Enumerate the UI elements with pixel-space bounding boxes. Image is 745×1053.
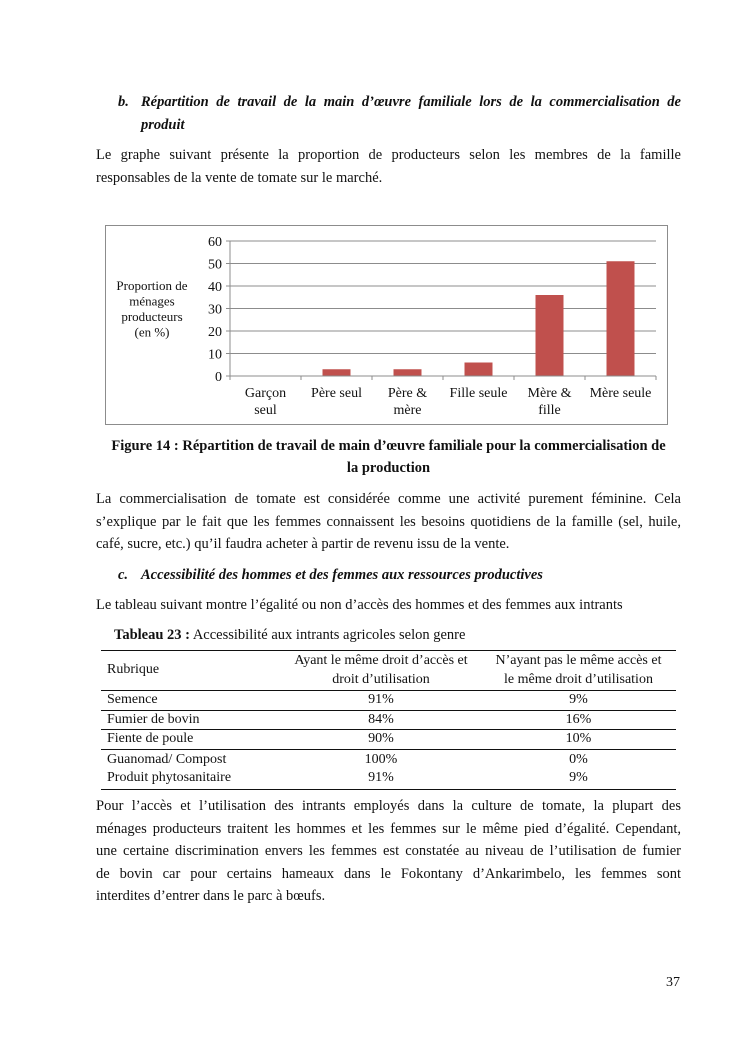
header-same-access-line-2: droit d’utilisation xyxy=(332,671,430,687)
y-tick-label: 10 xyxy=(208,347,222,363)
y-tick-label: 30 xyxy=(208,302,222,318)
y-tick-label: 60 xyxy=(208,235,222,250)
cell-same: 90% xyxy=(368,731,394,746)
cell-not-same: 9% xyxy=(569,770,588,785)
table-caption xyxy=(114,625,465,645)
cell-not-same: 9% xyxy=(569,692,588,707)
paragraph2-line-3: café, sucre, etc.) qu’il faudra acheter à partir de revenu issu de la vente. xyxy=(96,536,510,552)
x-tick-labels xyxy=(245,386,652,418)
x-tick-label: Mère & xyxy=(527,386,572,401)
section-b-marker: b. xyxy=(118,94,129,110)
cell-same: 100% xyxy=(364,751,398,767)
figure-caption xyxy=(96,435,681,479)
section-c-marker: c. xyxy=(118,567,129,583)
intro-line-2: responsables de la vente de tomate sur le marché. xyxy=(96,169,383,186)
table-caption-label: Tableau 23 : xyxy=(114,627,191,643)
table-row xyxy=(101,769,676,789)
y-axis-label xyxy=(116,278,187,340)
page-number: 37 xyxy=(666,975,680,990)
x-tick-label: Père & xyxy=(387,386,428,401)
paragraph2-line-2: s’explique par le fait que les femmes connaissent les besoins quotidiens de la famille (sel, huile, xyxy=(96,513,681,530)
header-same-access xyxy=(281,651,481,691)
table-row xyxy=(101,730,676,750)
table-caption-text: Accessibilité aux intrants agricoles selon genre xyxy=(190,627,466,643)
y-axis-label-line: producteurs xyxy=(121,309,183,324)
cell-not-same: 10% xyxy=(565,731,592,746)
section-c-title: Accessibilité des hommes et des femmes aux ressources productives xyxy=(141,567,543,583)
bar xyxy=(536,295,564,376)
bar xyxy=(465,363,493,377)
header-rubrique: Rubrique xyxy=(107,662,160,678)
paragraph-discrimination xyxy=(96,795,681,908)
intro-paragraph xyxy=(96,144,681,189)
header-not-same-line-1: N’ayant pas le même accès et xyxy=(495,653,662,668)
section-b-title-line1: Répartition de travail de la main d’œuvre familiale lors de la commercialisation de xyxy=(141,94,681,110)
header-same-access-line-1: Ayant le même droit d’accès et xyxy=(294,653,468,668)
y-axis-label-line: Proportion de xyxy=(116,278,188,293)
y-tick-label: 0 xyxy=(215,370,222,385)
cell-not-same: 0% xyxy=(569,751,588,767)
y-tick-label: 50 xyxy=(208,257,222,273)
x-tick-label: Fille seule xyxy=(449,386,508,401)
y-axis-label-line: (en %) xyxy=(134,324,170,340)
header-not-same-line-2: le même droit d’utilisation xyxy=(504,671,653,687)
cell-rubrique: Fumier de bovin xyxy=(107,711,200,727)
section-b-title-line2: produit xyxy=(141,116,185,133)
paragraph4-line-4: de bovin car pour certains hameaux dans le Fokontany d’Ankarimbelo, les femmes sont xyxy=(96,865,681,882)
cell-not-same: 16% xyxy=(565,711,592,727)
figure-caption-line-1: Figure 14 : Répartition de travail de main d’œuvre familiale pour la commercialisation de xyxy=(111,438,666,454)
x-tick-label: Mère seule xyxy=(589,386,652,401)
table-row xyxy=(101,749,676,769)
cell-same: 91% xyxy=(368,770,394,785)
section-b-heading xyxy=(118,91,681,136)
cell-rubrique: Semence xyxy=(107,692,158,707)
paragraph-table-intro: Le tableau suivant montre l’égalité ou non d’accès des hommes et des femmes aux intrants xyxy=(96,597,623,613)
figure-caption-line-2: la production xyxy=(346,460,431,476)
header-not-same-access xyxy=(481,651,676,691)
intro-line-1: Le graphe suivant présente la proportion de producteurs selon les membres de la famille xyxy=(96,147,681,163)
bar xyxy=(607,261,635,376)
x-tick-label: seul xyxy=(254,403,277,418)
gridlines xyxy=(230,241,656,354)
y-tick-label: 20 xyxy=(208,325,222,340)
paragraph4-line-3: une certaine discrimination envers les femmes est constatée au niveau de l’utilisation de fumier xyxy=(96,843,681,859)
y-axis-label-line: ménages xyxy=(129,293,175,309)
x-axis xyxy=(226,241,656,380)
cell-same: 84% xyxy=(368,711,394,727)
table-row xyxy=(101,691,676,711)
cell-rubrique: Produit phytosanitaire xyxy=(107,770,232,785)
x-tick-label: mère xyxy=(393,403,422,418)
table-row xyxy=(101,710,676,730)
paragraph-commercialisation xyxy=(96,488,681,556)
y-tick-labels xyxy=(208,235,222,385)
paragraph4-line-5: interdites d’entrer dans le parc à bœufs. xyxy=(96,888,326,904)
paragraph2-line-1: La commercialisation de tomate est considérée comme une activité purement féminine. Cela xyxy=(96,491,681,507)
bars xyxy=(323,261,635,376)
cell-same: 91% xyxy=(368,692,394,707)
bar xyxy=(323,369,351,376)
cell-rubrique: Guanomad/ Compost xyxy=(107,751,227,767)
accessibility-table xyxy=(101,650,676,790)
paragraph4-line-2: ménages producteurs traitent les hommes et les femmes sur le même pied d’égalité. Cependant, xyxy=(96,820,681,837)
bar xyxy=(394,369,422,376)
x-tick-label: Garçon xyxy=(244,386,287,401)
x-tick-label: fille xyxy=(538,403,561,418)
bar-chart xyxy=(105,225,668,425)
x-tick-label: Père seul xyxy=(311,386,362,401)
cell-rubrique: Fiente de poule xyxy=(107,731,194,746)
chart-canvas xyxy=(106,226,669,426)
paragraph4-line-1: Pour l’accès et l’utilisation des intrants employés dans la culture de tomate, la plupart des xyxy=(96,798,681,814)
section-c-heading xyxy=(118,564,543,586)
y-tick-label: 40 xyxy=(208,280,222,295)
table-header-row xyxy=(101,651,676,691)
